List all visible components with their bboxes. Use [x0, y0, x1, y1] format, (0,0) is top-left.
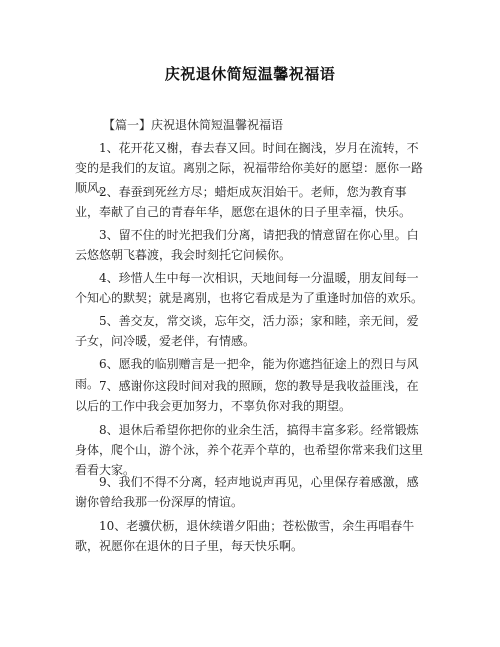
paragraph-9: 9、我们不得不分离，轻声地说声再见，心里保存着感激，感谢你曾给我那一份深厚的情谊。: [75, 475, 419, 509]
paragraph-2: 2、春蚕到死丝方尽；蜡炬成灰泪始干。老师，您为教育事业，奉献了自己的青春年华，愿您在退休的日子里幸福，快乐。: [75, 185, 412, 219]
paragraph-8: 8、退休后希望你把你的业余生活，搞得丰富多彩。经常锻炼身体，爬个山，游个泳，养个花弄个草的，也希望你常来我们这里看看大家。: [75, 423, 424, 477]
paragraph-7: 7、感谢你这段时间对我的照顾，您的教导是我收益匪浅，在以后的工作中我会更加努力，不辜负你对我的期望。: [75, 379, 419, 413]
paragraph-1: 1、花开花又榭，春去春又回。时间在搁浅，岁月在流转，不变的是我们的友谊。离别之际，祝福带给你美好的愿望：愿你一路顺风。: [75, 141, 424, 195]
paragraph-4: 4、珍惜人生中每一次相识，天地间每一分温暖，朋友间每一个知心的默契；就是离别，也将它看成是为了重逢时加倍的欢乐。: [75, 271, 424, 305]
paragraph-10: 10、老骥伏枥，退休续谱夕阳曲；苍松傲雪，余生再唱春牛歌，祝愿你在退休的日子里，每天快乐啊。: [75, 519, 415, 553]
page-title: 庆祝退休简短温馨祝福语: [164, 65, 336, 83]
paragraph-5: 5、善交友，常交谈，忘年交，活力添；家和睦，亲无间，爱子女，问冷暖，爱老伴，有情感。: [75, 314, 419, 348]
section-heading: 【篇一】庆祝退休简短温馨祝福语: [103, 118, 284, 132]
paragraph-6: 6、愿我的临别赠言是一把伞，能为你遮挡征途上的烈日与风雨。: [75, 357, 419, 391]
paragraph-3: 3、留不住的时光把我们分离，请把我的情意留在你心里。白云悠悠朝飞暮渡，我会时刻托它问候你。: [75, 228, 419, 262]
